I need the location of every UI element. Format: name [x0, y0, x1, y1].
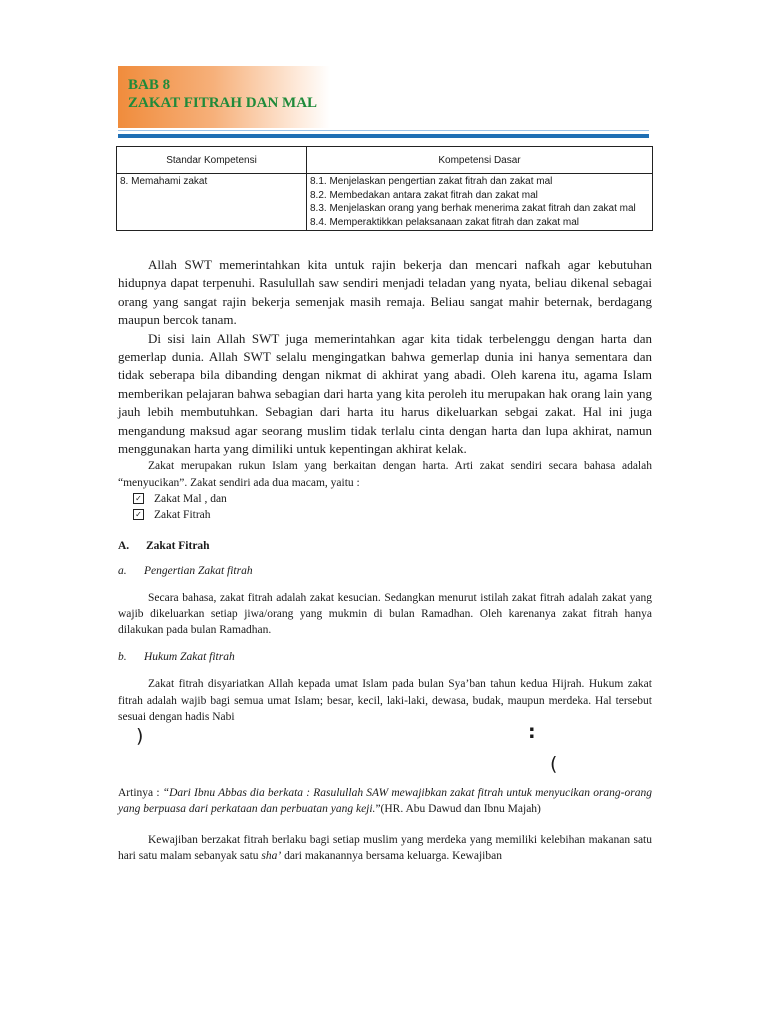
table-row [117, 174, 653, 231]
kewajiban-paragraph [118, 832, 652, 864]
table-header-cell: Standar Kompetensi [117, 147, 307, 174]
hukum-paragraph: Zakat fitrah disyariatkan Allah kepada umat Islam pada bulan Sya’ban tahun kedua Hijrah. Hukum zakat fitrah adalah wajib bagi semua umat Islam; besar, kecil, laki-laki, dewasa, budak, maupun merdeka. Hal tersebut sesuai dengan hadis Nabi [118, 678, 652, 723]
subsection-heading-a [118, 565, 652, 577]
sha-term: sha’ [261, 849, 282, 862]
artinya-lead: Artinya : [118, 787, 163, 800]
subsection-heading-b [118, 651, 652, 663]
arabic-colon: : [528, 721, 536, 744]
header-rule [118, 134, 649, 138]
kompetensi-dasar-cell [307, 174, 653, 231]
hadith-arabic-block [118, 721, 652, 777]
standar-kompetensi-cell: 8. Memahami zakat [117, 174, 307, 231]
competency-table [116, 146, 653, 231]
intro-paragraph-3: Zakat merupakan rukun Islam yang berkaitan dengan harta. Arti zakat sendiri secara bahasa adalah “menyucikan”. Zakat sendiri ada dua macam, yaitu : [118, 460, 652, 489]
arabic-parenthesis-close: ) [136, 725, 144, 748]
checkbox-icon: ✓ [133, 509, 144, 520]
section-title: Zakat Fitrah [146, 539, 210, 552]
zakat-types-list [118, 491, 652, 523]
checkbox-icon: ✓ [133, 493, 144, 504]
chapter-name: ZAKAT FITRAH DAN MAL [128, 95, 318, 111]
subsection-label: b. [118, 651, 127, 664]
section-label: A. [118, 539, 130, 552]
hadith-translation: “Dari Ibnu Abbas dia berkata : Rasulullah SAW mewajibkan zakat fitrah untuk menyucikan orang-orang yang berpuasa dari perkataan dan perbuatan yang keji. [118, 787, 652, 816]
arabic-parenthesis-open: ( [550, 753, 558, 776]
document-body [118, 256, 652, 864]
zakat-type-label: Zakat Mal , dan [154, 492, 227, 505]
kompetensi-item: 8.4. Memperaktikkan pelaksanaan zakat fitrah dan zakat mal [310, 216, 580, 228]
intro-paragraph-2: Di sisi lain Allah SWT juga memerintahkan agar kita tidak terbelenggu dengan harta dan gemerlap dunia. Allah SWT selalu mengingatkan bahwa gemerlap dunia ini hanya sementara dan tidak seberapa bila dibanding dengan nikmat di akhirat yang abadi. Oleh karena itu, agama Islam memberikan pelajaran bahwa sebagian dari harta yang kita peroleh itu merupakan hak orang lain yang jauh lebih membutuhkan. Sebagian dari harta itu harus dikeluarkan sebgai zakat. Hal ini juga mengandung maksud agar seorang muslim tidak terlalu cinta dengan harta dan lupa akhirat, namun menggunakan harta yang dimiliki untuk kepentingan akhirat kelak. [118, 330, 652, 457]
table-header-row [117, 147, 653, 174]
pengertian-paragraph: Secara bahasa, zakat fitrah adalah zakat kesucian. Sedangkan menurut istilah zakat fitrah adalah zakat yang wajib dikeluarkan setiap jiwa/orang yang mukmin di bulan Ramadhan. Oleh karenanya zakat fitrah hanya dilakukan pada bulan Ramadhan. [118, 591, 652, 637]
kompetensi-item: 8.1. Menjelaskan pengertian zakat fitrah dan zakat mal [310, 176, 553, 187]
intro-paragraph-1: Allah SWT memerintahkan kita untuk rajin bekerja dan mencari nafkah agar kebutuhan hidupnya dapat terpenuhi. Rasulullah saw sendiri menjadi teladan yang nyata, beliau dikenal sebagai orang yang sangat rajin bekerja semenjak masih remaja. Beliau sangat mahir beternak, berdagang maupun bercok tanam. [118, 257, 652, 328]
subsection-title: Pengertian Zakat fitrah [144, 564, 253, 577]
chapter-number: BAB 8 [128, 77, 171, 93]
kewajiban-text-1: Kewajiban berzakat fitrah berlaku bagi setiap muslim yang merdeka yang memiliki kelebihan makanan satu hari satu malam sebanyak satu [118, 833, 652, 862]
subsection-label: a. [118, 564, 127, 577]
section-heading-a [118, 540, 652, 552]
chapter-title [128, 76, 317, 112]
artinya-paragraph [118, 785, 652, 817]
kewajiban-text-2: dari makanannya bersama keluarga. Kewajiban [281, 849, 502, 862]
kompetensi-item: 8.3. Menjelaskan orang yang berhak menerima zakat fitrah dan zakat mal [310, 203, 636, 214]
subsection-title: Hukum Zakat fitrah [144, 651, 235, 664]
kompetensi-item: 8.2. Membedakan antara zakat fitrah dan zakat mal [310, 189, 538, 201]
header-rule-thin [118, 130, 649, 131]
list-item [133, 507, 652, 523]
list-item [133, 491, 652, 507]
hadith-source: ”(HR. Abu Dawud dan Ibnu Majah) [375, 803, 541, 816]
zakat-type-label: Zakat Fitrah [154, 508, 211, 521]
table-header-cell: Kompetensi Dasar [307, 147, 653, 174]
